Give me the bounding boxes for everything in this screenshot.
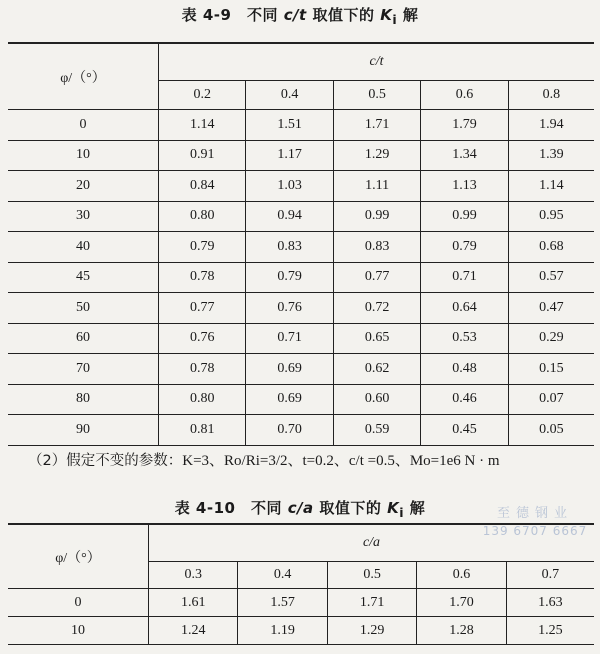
- table-cell: 1.03: [246, 171, 333, 202]
- table-cell: 0.78: [159, 262, 246, 293]
- table-cell: 0.80: [159, 384, 246, 415]
- column-header: 0.7: [506, 562, 594, 589]
- table-cell: 1.71: [333, 110, 420, 141]
- table-row: [8, 262, 594, 293]
- table-cell: 0.77: [159, 293, 246, 324]
- table-row: [8, 415, 594, 446]
- table-body: [8, 110, 594, 446]
- table-cell: 1.34: [421, 140, 508, 171]
- column-header: 0.2: [159, 81, 246, 110]
- table-row: [8, 293, 594, 324]
- table-cell: 0.46: [421, 384, 508, 415]
- caption-text: 表 4-10 不同: [174, 499, 288, 517]
- column-header: 0.6: [421, 81, 508, 110]
- group-header: c/a: [149, 524, 595, 562]
- caption-symbol: K: [380, 6, 393, 24]
- table-cell: 0.48: [421, 354, 508, 385]
- table-cell: 1.14: [508, 171, 594, 202]
- row-label: 0: [8, 110, 159, 141]
- table-cell: 0.57: [508, 262, 594, 293]
- table-row: [8, 384, 594, 415]
- table-row: [8, 323, 594, 354]
- table-cell: 0.47: [508, 293, 594, 324]
- table-cell: 1.57: [238, 589, 327, 617]
- table-cell: 0.79: [421, 232, 508, 263]
- table-row: [8, 171, 594, 202]
- row-label: 80: [8, 384, 159, 415]
- table-cell: 0.59: [333, 415, 420, 446]
- caption-text: 取值下的: [313, 499, 388, 517]
- column-header: 0.5: [333, 81, 420, 110]
- table-cell: 1.51: [246, 110, 333, 141]
- table-cell: 0.99: [421, 201, 508, 232]
- table-cell: 0.79: [159, 232, 246, 263]
- data-table: [8, 42, 594, 446]
- table-cell: 0.79: [246, 262, 333, 293]
- column-header: 0.4: [246, 81, 333, 110]
- caption-text: 解: [397, 6, 419, 24]
- caption-text: 解: [404, 499, 426, 517]
- column-header: 0.4: [238, 562, 327, 589]
- table-cell: 0.53: [421, 323, 508, 354]
- table-row: [8, 589, 594, 617]
- caption-variable: c/a: [287, 499, 314, 517]
- parameter-note: [28, 449, 500, 470]
- table-cell: 0.72: [333, 293, 420, 324]
- table-cell: 0.83: [246, 232, 333, 263]
- table-cell: 1.28: [417, 617, 506, 645]
- table-cell: 0.69: [246, 384, 333, 415]
- table-cell: 1.29: [327, 617, 416, 645]
- caption-text: 表 4-9 不同: [181, 6, 284, 24]
- column-header: 0.8: [508, 81, 594, 110]
- watermark: [480, 502, 590, 538]
- table-cell: 1.13: [421, 171, 508, 202]
- table-cell: 0.84: [159, 171, 246, 202]
- table-cell: 1.29: [333, 140, 420, 171]
- row-header: φ/（°）: [8, 524, 149, 589]
- column-header: 0.3: [149, 562, 238, 589]
- table-cell: 1.63: [506, 589, 594, 617]
- table-cell: 0.83: [333, 232, 420, 263]
- row-label: 50: [8, 293, 159, 324]
- table-cell: 0.78: [159, 354, 246, 385]
- table-row: [8, 201, 594, 232]
- row-label: 90: [8, 415, 159, 446]
- row-label: 30: [8, 201, 159, 232]
- table-cell: 1.70: [417, 589, 506, 617]
- table-cell: 0.60: [333, 384, 420, 415]
- table-cell: 0.15: [508, 354, 594, 385]
- row-label: 45: [8, 262, 159, 293]
- table-row: [8, 140, 594, 171]
- caption-text: 取值下的: [306, 6, 381, 24]
- table-cell: 0.77: [333, 262, 420, 293]
- caption-subscript: i: [392, 12, 398, 27]
- table-cell: 0.71: [421, 262, 508, 293]
- table-cell: 0.05: [508, 415, 594, 446]
- row-header: φ/（°）: [8, 43, 159, 110]
- table-cell: 1.11: [333, 171, 420, 202]
- caption-variable: c/t: [283, 6, 307, 24]
- note-parameters: K=3、Ro/Ri=3/2、t=0.2、c/t =0.5、Mo=1e6 N · m: [182, 453, 500, 469]
- caption-symbol: K: [387, 499, 400, 517]
- row-label: 0: [8, 589, 149, 617]
- table-cell: 1.94: [508, 110, 594, 141]
- table-cell: 0.70: [246, 415, 333, 446]
- table-cell: 0.71: [246, 323, 333, 354]
- table-cell: 0.69: [246, 354, 333, 385]
- table-cell: 0.99: [333, 201, 420, 232]
- column-header: 0.6: [417, 562, 506, 589]
- table-cell: 0.29: [508, 323, 594, 354]
- table-row: [8, 617, 594, 645]
- table-cell: 0.62: [333, 354, 420, 385]
- table-cell: 0.80: [159, 201, 246, 232]
- table-cell: 1.79: [421, 110, 508, 141]
- table-cell: 0.07: [508, 384, 594, 415]
- table-cell: 0.76: [246, 293, 333, 324]
- column-header: 0.5: [327, 562, 416, 589]
- row-label: 10: [8, 140, 159, 171]
- table-row: [8, 110, 594, 141]
- watermark-phone: 139 6707 6667: [482, 524, 588, 538]
- table-cell: 0.64: [421, 293, 508, 324]
- table-cell: 0.94: [246, 201, 333, 232]
- row-label: 40: [8, 232, 159, 263]
- table-cell: 1.19: [238, 617, 327, 645]
- row-label: 60: [8, 323, 159, 354]
- watermark-name: 至德钢业: [496, 506, 573, 521]
- note-label: （2）假定不变的参数：: [28, 453, 183, 469]
- caption-subscript: i: [399, 505, 405, 520]
- table-cell: 0.76: [159, 323, 246, 354]
- table-cell: 1.14: [159, 110, 246, 141]
- table-cell: 1.61: [149, 589, 238, 617]
- row-label: 70: [8, 354, 159, 385]
- table-cell: 1.39: [508, 140, 594, 171]
- table-cell: 1.25: [506, 617, 594, 645]
- table-cell: 0.45: [421, 415, 508, 446]
- table-cell: 0.68: [508, 232, 594, 263]
- table-caption: [0, 4, 600, 27]
- table-cell: 0.65: [333, 323, 420, 354]
- table-cell: 0.95: [508, 201, 594, 232]
- row-label: 10: [8, 617, 149, 645]
- data-table: [8, 523, 594, 645]
- table-row: [8, 354, 594, 385]
- table-cell: 1.71: [327, 589, 416, 617]
- table-row: [8, 232, 594, 263]
- row-label: 20: [8, 171, 159, 202]
- table-cell: 0.81: [159, 415, 246, 446]
- group-header: c/t: [159, 43, 595, 81]
- table-cell: 1.17: [246, 140, 333, 171]
- table-body: [8, 589, 594, 645]
- table-cell: 1.24: [149, 617, 238, 645]
- table-cell: 0.91: [159, 140, 246, 171]
